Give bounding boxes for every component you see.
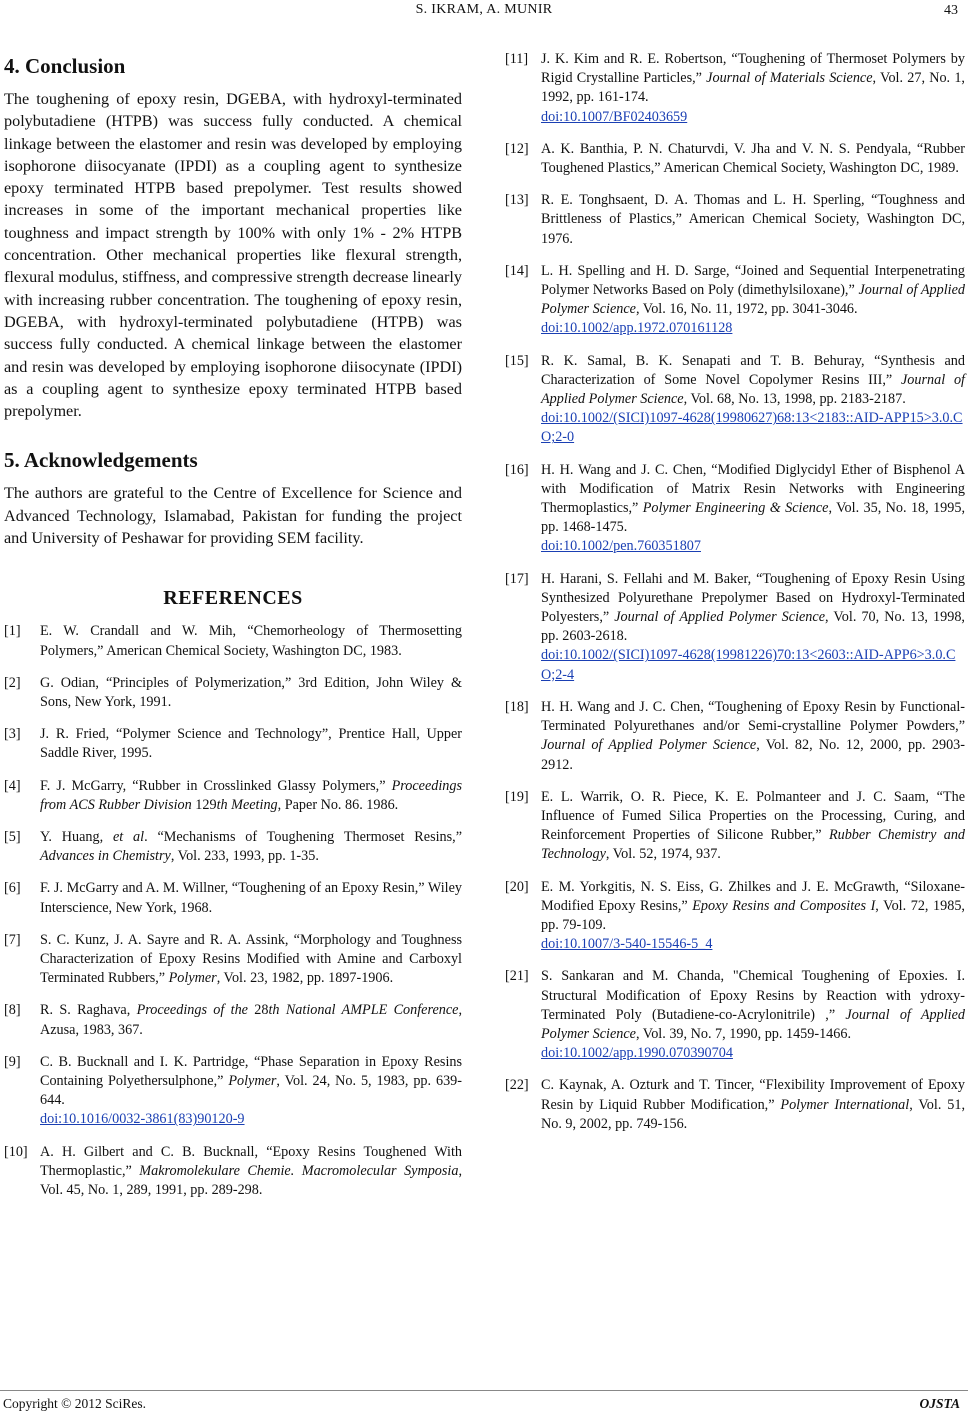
reference-number: [21] — [505, 968, 529, 985]
doi-link[interactable]: doi:10.1016/0032-3861(83)90120-9 — [40, 1111, 245, 1128]
reference-21: [21] S. Sankaran and M. Chanda, "Chemical Toughening of Epoxies. I. Structural Modification of Epoxy Resins by Reaction with ydroxy-Terminated Poly (Butadiene-co-Acrylonitrile) ,” Journal of Applied Polymer Science, Vol. 39, No. 7, 1990, pp. 1459-1466. doi:10.1002/app.1990.070390704 — [505, 967, 965, 1063]
reference-number: [13] — [505, 192, 529, 209]
reference-number: [17] — [505, 570, 529, 587]
journal-name: OJSTA — [919, 1396, 960, 1411]
reference-number: [9] — [4, 1053, 21, 1070]
reference-number: [12] — [505, 140, 529, 157]
reference-number: [22] — [505, 1077, 529, 1094]
reference-17: [17] H. Harani, S. Fellahi and M. Baker, “Toughening of Epoxy Resin Using Synthesized Polyurethane Prepolymer Based on Hydroxyl-Terminated Polyesters,” Journal of Applied Polymer Science, Vol. 70, No. 13, 1998, pp. 2603-2618. doi:10.1002/(SICI)1097-4628(19981226)70:13<2603::AID-APP6>3.0.CO;2-4 — [505, 570, 965, 685]
reference-number: [10] — [4, 1143, 28, 1160]
reference-2: [2] G. Odian, “Principles of Polymerization,” 3rd Edition, John Wiley & Sons, New York, 1991. — [4, 674, 462, 712]
doi-link[interactable]: doi:10.1007/BF02403659 — [541, 108, 688, 125]
reference-6: [6] F. J. McGarry and A. M. Willner, “Toughening of an Epoxy Resin,” Wiley Interscience, New York, 1968. — [4, 879, 462, 917]
page-number: 43 — [944, 3, 958, 18]
reference-number: [7] — [4, 931, 21, 948]
reference-16: [16] H. H. Wang and J. C. Chen, “Modified Diglycidyl Ether of Bisphenol A with Modification of Matrix Resin Networks with Engineering Thermoplastics,” Polymer Engineering & Science, Vol. 35, No. 18, 1995, pp. 1468-1475. doi:10.1002/pen.760351807 — [505, 461, 965, 557]
page-header — [0, 0, 968, 30]
reference-18: [18] H. H. Wang and J. C. Chen, “Toughening of Epoxy Resin by Functional-Terminated Polyurethanes and/or Semi-crystalline Polymer Powders,” Journal of Applied Polymer Science, Vol. 82, No. 12, 2000, pp. 2903-2912. — [505, 698, 965, 775]
reference-8: [8] R. S. Raghava, Proceedings of the 28th National AMPLE Conference, Azusa, 1983, 367. — [4, 1001, 462, 1039]
doi-link[interactable]: doi:10.1002/app.1990.070390704 — [541, 1045, 733, 1062]
conclusion-text: The toughening of epoxy resin, DGEBA, with hydroxyl-terminated polybutadiene (HTPB) was success fully conducted. A chemical linkage between the elastomer and resin was developed by employing isophorone diisocyanate (IPDI) as a coupling agent to synthesize epoxy terminated HTPB based prepolymer. Test results showed increases in some of the important mechanical properties like toughness and impact strength by 100% with only 1% - 2% HTPB concentration. Other mechanical properties like flexural strength, flexural modulus, stiffness, and compressive strength decrease linearly with increasing rubber concentration. The toughening of epoxy resin, DGEBA, with hydroxyl-terminated polybutadiene (HTPB) was success fully conducted. A chemical linkage between the elastomer and resin was developed by employing isophorone diisocynate (IPDI) as a coupling agent to synthesize epoxy terminated HTPB based prepolymer. — [4, 90, 462, 421]
reference-9: [9] C. B. Bucknall and I. K. Partridge, “Phase Separation in Epoxy Resins Containing Polyethersulphone,” Polymer, Vol. 24, No. 5, 1983, pp. 639-644. doi:10.1016/0032-3861(83)90120-9 — [4, 1053, 462, 1130]
copyright-notice: Copyright © 2012 SciRes. — [3, 1396, 147, 1411]
reference-14: [14] L. H. Spelling and H. D. Sarge, “Joined and Sequential Interpenetrating Polymer Networks Based on Poly (dimethylsiloxane),” Journal of Applied Polymer Science, Vol. 16, No. 11, 1972, pp. 3041-3046. doi:10.1002/app.1972.070161128 — [505, 262, 965, 339]
reference-number: [2] — [4, 674, 21, 691]
reference-number: [6] — [4, 880, 21, 897]
reference-7: [7] S. C. Kunz, J. A. Sayre and R. A. Assink, “Morphology and Toughness Characterization of Epoxy Resins Modified with Amine and Carboxyl Terminated Rubbers,” Polymer, Vol. 23, 1982, pp. 1897-1906. — [4, 931, 462, 989]
reference-number: [8] — [4, 1002, 21, 1019]
reference-13: [13] R. E. Tonghsaent, D. A. Thomas and L. H. Sperling, “Toughness and Brittleness of Plastics,” American Chemical Society, Washington DC, 1976. — [505, 191, 965, 249]
reference-number: [4] — [4, 777, 21, 794]
reference-19: [19] E. L. Warrik, O. R. Piece, K. E. Polmanteer and J. C. Saam, “The Influence of Fumed Silica Properties on the Processing, Curing, and Reinforcement Properties of Silicone Rubber,” Rubber Chemistry and Technology, Vol. 52, 1974, 937. — [505, 788, 965, 865]
reference-number: [20] — [505, 878, 529, 895]
page-footer — [0, 1390, 968, 1415]
reference-number: [16] — [505, 461, 529, 478]
reference-number: [5] — [4, 828, 21, 845]
reference-number: [14] — [505, 262, 529, 279]
references-title: REFERENCES — [163, 587, 303, 610]
conclusion-heading: 4. Conclusion — [4, 54, 126, 78]
doi-link[interactable]: doi:10.1002/(SICI)1097-4628(19981226)70:13<2603::AID-APP6>3.0.CO;2-4 — [541, 647, 956, 683]
reference-number: [3] — [4, 726, 21, 743]
reference-22: [22] C. Kaynak, A. Ozturk and T. Tincer, “Flexibility Improvement of Epoxy Resin by Liquid Rubber Modification,” Polymer International, Vol. 51, No. 9, 2002, pp. 749-156. — [505, 1076, 965, 1134]
acknowledgements-heading: 5. Acknowledgements — [4, 448, 198, 473]
doi-link[interactable]: doi:10.1007/3-540-15546-5_4 — [541, 936, 713, 953]
reference-number: [15] — [505, 352, 529, 369]
reference-5: [5] Y. Huang, et al. “Mechanisms of Toughening Thermoset Resins,” Advances in Chemistry, Vol. 233, 1993, pp. 1-35. — [4, 828, 462, 866]
doi-link[interactable]: doi:10.1002/pen.760351807 — [541, 538, 701, 555]
reference-20: [20] E. M. Yorkgitis, N. S. Eiss, G. Zhilkes and J. E. McGrawth, “Siloxane-Modified Epoxy Resins,” Epoxy Resins and Composites I, Vol. 72, 1985, pp. 79-109. doi:10.1007/3-540-15546-5_4 — [505, 878, 965, 955]
doi-link[interactable]: doi:10.1002/(SICI)1097-4628(19980627)68:13<2183::AID-APP15>3.0.CO;2-0 — [541, 410, 963, 446]
reference-4: [4] F. J. McGarry, “Rubber in Crosslinked Glassy Polymers,” Proceedings from ACS Rubber Division 129th Meeting, Paper No. 86. 1986. — [4, 777, 462, 815]
reference-number: [18] — [505, 698, 529, 715]
reference-number: [11] — [505, 51, 529, 67]
reference-12: [12] A. K. Banthia, P. N. Chaturvdi, V. Jha and V. N. S. Pendyala, “Rubber Toughened Plastics,” American Chemical Society, Washington DC, 1989. — [505, 140, 965, 178]
reference-15: [15] R. K. Samal, B. K. Senapati and T. B. Behuray, “Synthesis and Characterization of Some Novel Copolymer Resins III,” Journal of Applied Polymer Science, Vol. 68, No. 13, 1998, pp. 2183-2187. doi:10.1002/(SICI)1097-4628(19980627)68:13<2183::AID-APP15>3.0.CO;2-0 — [505, 352, 965, 448]
reference-1: [1] E. W. Crandall and W. Mih, “Chemorheology of Thermosetting Polymers,” American Chemical Society, Washington DC, 1983. — [4, 622, 462, 660]
reference-11: [11] J. K. Kim and R. E. Robertson, “Toughening of Thermoset Polymers by Rigid Crystalline Particles,” Journal of Materials Science, Vol. 27, No. 1, 1992, pp. 161-174. doi:10.1007/BF02403659 — [505, 50, 965, 127]
right-column — [505, 50, 965, 1147]
acknowledgements-text: The authors are grateful to the Centre of Excellence for Science and Advanced Technology, Islamabad, Pakistan for funding the project and University of Peshawar for providing SEM facility. — [4, 484, 462, 548]
reference-10: [10] A. H. Gilbert and C. B. Bucknall, “Epoxy Resins Toughened With Thermoplastic,” Makromolekulare Chemie. Macromolecular Symposia, Vol. 45, No. 1, 289, 1991, pp. 289-298. — [4, 1143, 462, 1201]
running-title: S. IKRAM, A. MUNIR — [415, 2, 553, 17]
doi-link[interactable]: doi:10.1002/app.1972.070161128 — [541, 320, 733, 337]
left-column — [4, 52, 462, 1213]
reference-3: [3] J. R. Fried, “Polymer Science and Technology”, Prentice Hall, Upper Saddle River, 1995. — [4, 725, 462, 763]
reference-number: [1] — [4, 623, 21, 640]
reference-number: [19] — [505, 788, 529, 805]
